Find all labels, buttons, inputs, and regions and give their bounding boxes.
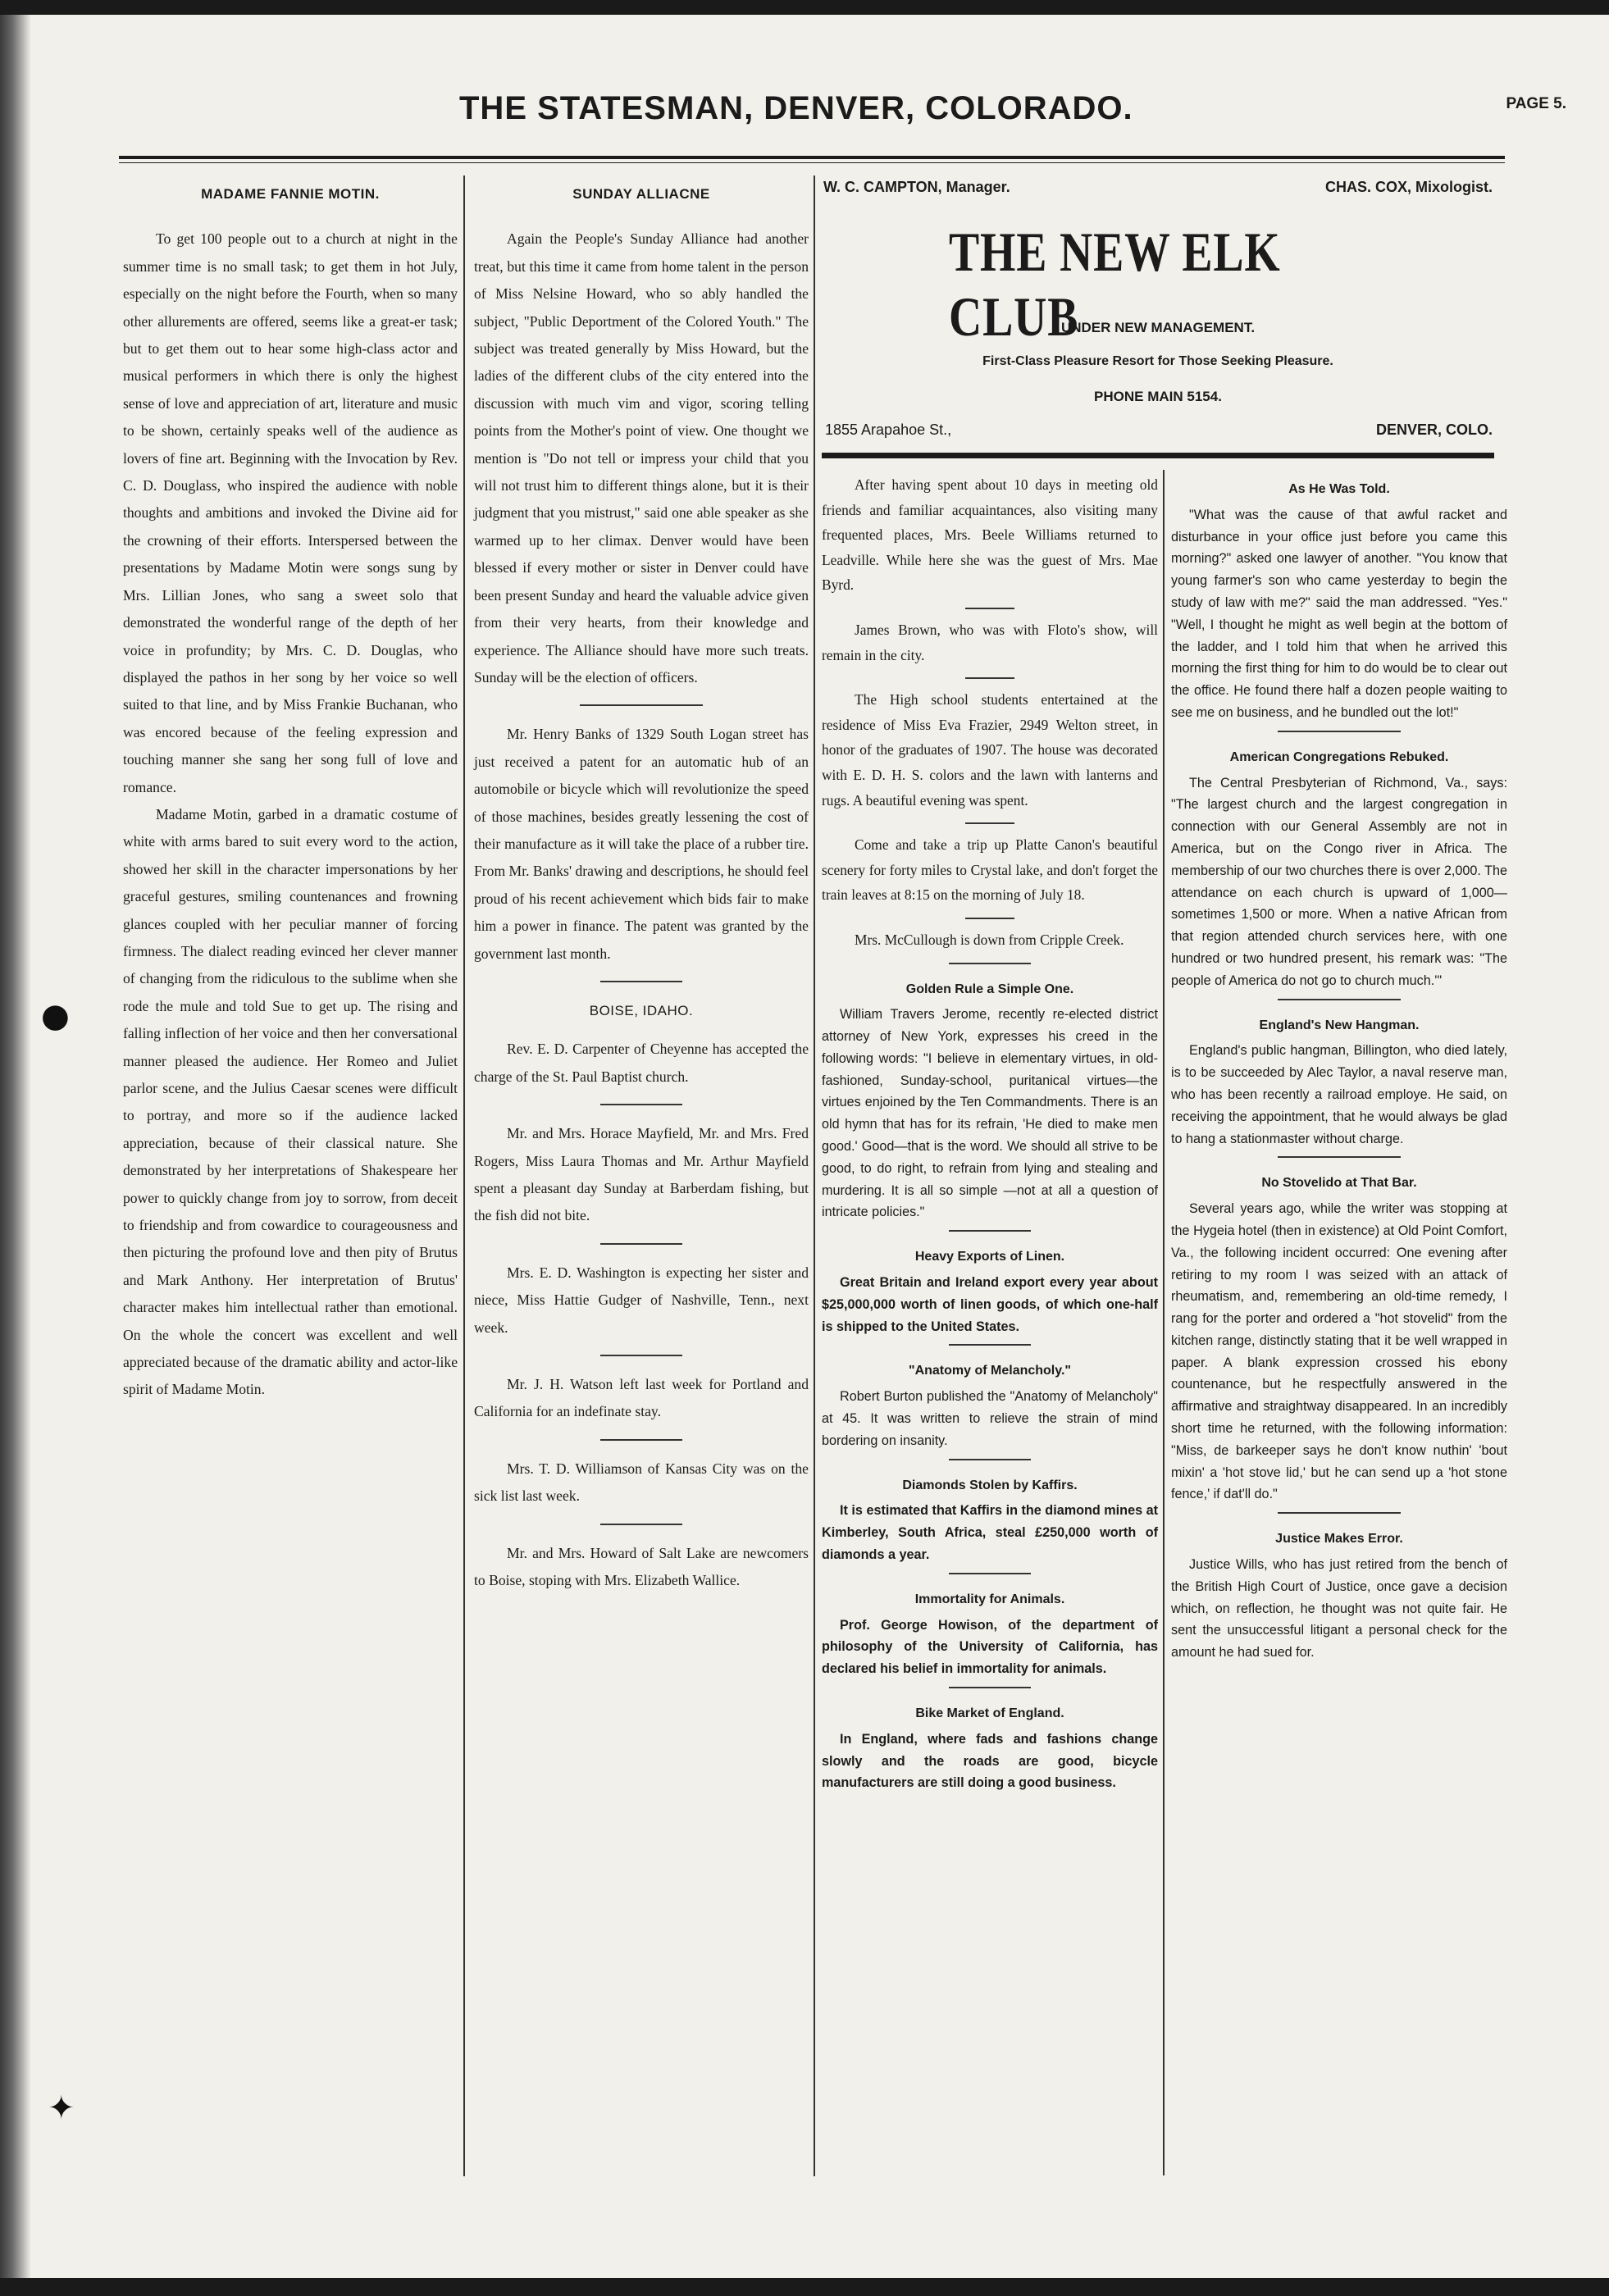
divider xyxy=(600,981,682,982)
divider xyxy=(949,1459,1031,1460)
binding-hole-mark: ● xyxy=(41,997,70,1035)
article-text: William Travers Jerome, recently re-elected district attorney of New York, expresses his creed in the following words: "I believe in elementary virtues, in old-fashioned, Sunday-school, puritanical virtues—the virtues enjoined by the Ten Commandments. There is an old hymn that has for its refrain, 'He died to make men good.' Good—that is the word. We should all strive to be good, to do right, to refrain from lying and stealing and murdering. It is all so simple —not at all a question of intricate policies." xyxy=(822,1007,1158,1220)
article-heading: England's New Hangman. xyxy=(1259,1018,1420,1032)
divider xyxy=(1278,1512,1401,1514)
news-item: Come and take a trip up Platte Canon's beautiful scenery for forty miles to Crystal lake, and don't forget the train leaves at 8:15 on the morning of July 18. xyxy=(822,836,1158,904)
column-local-news xyxy=(822,472,1158,1794)
short-articles xyxy=(822,979,1158,1795)
column-separator xyxy=(1163,470,1165,2175)
column-madame-motin xyxy=(123,180,458,1404)
news-item: Mrs. McCullough is down from Cripple Creek. xyxy=(855,931,1124,948)
news-item: After having spent about 10 days in meeting old friends and familiar acquaintances, also visiting many frequented places, Mrs. Beele Williams returned to Leadville. While here she was the guest of Mrs. Mae Byrd. xyxy=(822,476,1158,594)
divider xyxy=(949,1573,1031,1574)
column-separator xyxy=(814,175,815,2176)
article-paragraph: Again the People's Sunday Alliance had another treat, but this time it came from home talent in the person of Miss Nelsine Howard, who so ably handled the subject, "Public Deportment of the Colored Youth." The subject was treated generally by Miss Howard, but the ladies of the different clubs of the city entered into the discussion with much vim and vigor, scoring telling points from the Mother's point of view. One thought we mention is "Do not tell or impress your child that you will not trust him to different things alone, but it is their judgment that you mistrust," said one able speaker as she warmed up to her climax. Denver would have been blessed if every mother or sister in Denver could have been present Sunday and heard the valuable advice given from their very hearts, from their knowledge and experience. The Alliance should have more such treats. Sunday will be the election of officers. xyxy=(474,230,809,686)
masthead-rule xyxy=(119,156,1505,159)
article-text: In England, where fads and fashions change slowly and the roads are good, bicycle manufacturers are still doing a good business. xyxy=(822,1731,1158,1791)
article-heading: Immortality for Animals. xyxy=(914,1592,1065,1606)
advert-rule xyxy=(822,453,1494,458)
article-heading: American Congregations Rebuked. xyxy=(1229,749,1449,764)
divider xyxy=(580,704,703,706)
divider xyxy=(965,918,1014,919)
news-item: Mrs. E. D. Washington is expecting her sister and niece, Miss Hattie Gudger of Nashville, Tenn., next week. xyxy=(474,1264,809,1336)
binding-hole-mark: ✦ xyxy=(48,2089,75,2127)
article-heading: SUNDAY ALLIACNE xyxy=(572,186,710,202)
advert-manager: W. C. CAMPTON, Manager. xyxy=(823,179,1010,195)
article-heading: As He Was Told. xyxy=(1288,482,1390,496)
article-text: Justice Wills, who has just retired from the bench of the British High Court of Justice, once gave a decision which, on reflection, he thought was not quite fair. He sent the unsuccessful litigant a personal check for the amount he had sued for. xyxy=(1171,1557,1507,1660)
advert-address: 1855 Arapahoe St., xyxy=(825,421,952,438)
advert-management-line: UNDER NEW MANAGEMENT. xyxy=(1060,320,1256,335)
article-text: Prof. George Howison, of the department of philosophy of the University of California, has declared his belief in immortality for animals. xyxy=(822,1617,1158,1677)
article-text: It is estimated that Kaffirs in the diamond mines at Kimberley, South Africa, steal £250,000 worth of diamonds a year. xyxy=(822,1503,1158,1563)
newspaper-page xyxy=(0,15,1609,2278)
divider xyxy=(965,608,1014,609)
divider xyxy=(1278,731,1401,732)
article-heading: Bike Market of England. xyxy=(915,1706,1064,1721)
advert-mixologist: CHAS. COX, Mixologist. xyxy=(1324,179,1493,195)
divider xyxy=(965,677,1014,679)
article-heading: "Anatomy of Melancholy." xyxy=(908,1364,1071,1378)
article-heading: No Stovelido at That Bar. xyxy=(1261,1176,1417,1191)
article-text: Several years ago, while the writer was stopping at the Hygeia hotel (then in existence) at Old Point Comfort, Va., the following incident occurred: One evening after retiring to my room I was seized with an attack of rheumatism, and, remembering an old-time remedy, I rang for the porter and ordered a "hot stovelid" from the kitchen range, distinctly stating that it be well wrapped in paper. A blank expression crossed his ebony countenance, but he respectfully answered in the affirmative and straightway disappeared. In an incredibly short time he returned, with the following information: "Miss, de barkeeper says he don't know nuthin' 'bout mixin' a 'hot stove lid,' but he can send up a 'hot stone fence,' if dat'll do." xyxy=(1171,1201,1507,1502)
column-miscellany xyxy=(1171,479,1507,1669)
article-heading: Diamonds Stolen by Kaffirs. xyxy=(902,1478,1078,1492)
article-text: England's public hangman, Billington, who died lately, is to be succeeded by Alec Taylor, a naval reserve man, who has been recently a railroad employe. He said, on receiving the appointment, that he would always be glad to hang a stationmaster without charge. xyxy=(1171,1043,1507,1146)
article-text: The Central Presbyterian of Richmond, Va., says: "The largest church and the largest congregation in connection with our General Assembly are not in America, but on the Congo river in Africa. The membership of our two churches there is over 2,000. The attendance on each church is upward of 1,000—sometimes 1,500 or more. When a native African from that region attended church services here, with one hundred or two hundred present, his remark was: "The people of America do not go to church much.'" xyxy=(1171,775,1507,988)
column-sunday-alliance xyxy=(474,180,809,1594)
divider xyxy=(949,1344,1031,1346)
article-paragraph: Madame Motin, garbed in a dramatic costume of white with arms bared to suit every word to the action, showed her skill in the character impersonations by her graceful gestures, smiling countenances and frowning glances coupled with her peculiar manner of forcing firmness. The dialect reading evinced her clever manner of changing from the ridiculous to the sublime when she rode the mule and told Sue to get up. The rising and falling inflection of her voice and then her conversational manner pleased the audience. Her Romeo and Juliet parlor scene, and the Julius Caesar scenes were difficult to portray, and more so if the audience lacked appreciation, because of their classical nature. She demonstrated by her interpretations of Shakespeare her power to quickly change from joy to sorrow, from deceit to friendship and from cowardice to courageousness and then picturing the profound love and then pity of Brutus and Mark Anthony. Her interpretation of Brutus' character makes him intellectual rather than emotional. On the whole the concert was excellent and well appreciated because of the dramatic ability and actor-like spirit of Madame Motin. xyxy=(123,805,458,1398)
page-number: PAGE 5. xyxy=(1506,95,1566,112)
divider xyxy=(949,1687,1031,1688)
news-item: Mr. J. H. Watson left last week for Portland and California for an indefinate stay. xyxy=(474,1376,809,1420)
divider xyxy=(600,1104,682,1105)
advert-title: THE NEW ELK CLUB xyxy=(949,221,1281,348)
divider xyxy=(600,1243,682,1245)
elk-club-advert xyxy=(822,179,1511,466)
news-item: James Brown, who was with Floto's show, will remain in the city. xyxy=(822,621,1158,663)
divider xyxy=(1278,1156,1401,1158)
newspaper-title: THE STATESMAN, DENVER, COLORADO. xyxy=(459,90,1133,126)
article-text: Robert Burton published the "Anatomy of Melancholy" at 45. It was written to relieve the strain of mind bordering on insanity. xyxy=(822,1389,1158,1448)
article-heading: MADAME FANNIE MOTIN. xyxy=(201,186,380,202)
news-item: Mr. and Mrs. Horace Mayfield, Mr. and Mrs. Fred Rogers, Miss Laura Thomas and Mr. Arthur Mayfield spent a pleasant day Sunday at Barberdam fishing, but the fish did not bite. xyxy=(474,1125,809,1224)
article-paragraph: To get 100 people out to a church at night in the summer time is no small task; to get them in hot July, especially on the night before the Fourth, when so many other allurements are offered, seems like a great-er task; but to get them out to hear some high-class actor and musical performers in which there is only the highest sense of love and appreciation of art, literature and music to be shown, certainly speaks well of the audience as lovers of fine art. Beginning with the Invocation by Rev. C. D. Douglass, who inspired the audience with noble thoughts and ambitions and invoked the Divine aid for the crowning of their efforts. Interspersed between the presentations by Madame Motin were songs sung by Mrs. Lillian Jones, who sang a sweet solo that demonstrated the wonderful range of the depth of her voice in profundity; by Mrs. C. D. Douglas, who displayed the pathos in her song by her voice so well suited to that line, and by Miss Frankie Buchanan, who was encored because of the feeling expression and touching manner she sang her song full of love and romance. xyxy=(123,230,458,795)
divider xyxy=(600,1524,682,1525)
masthead xyxy=(123,90,1599,139)
news-item: Mrs. T. D. Williamson of Kansas City was on the sick list last week. xyxy=(474,1460,809,1505)
divider xyxy=(1278,999,1401,1000)
divider xyxy=(600,1439,682,1441)
article-heading: Golden Rule a Simple One. xyxy=(905,982,1074,996)
advert-phone: PHONE MAIN 5154. xyxy=(1094,389,1222,404)
news-item: Rev. E. D. Carpenter of Cheyenne has accepted the charge of the St. Paul Baptist church. xyxy=(474,1041,809,1085)
article-heading: Heavy Exports of Linen. xyxy=(914,1250,1065,1264)
divider xyxy=(949,1230,1031,1232)
article-heading: Justice Makes Error. xyxy=(1275,1532,1403,1547)
advert-tagline: First-Class Pleasure Resort for Those Seeking Pleasure. xyxy=(982,354,1333,368)
news-item: The High school students entertained at the residence of Miss Eva Frazier, 2949 Welton street, in honor of the graduates of 1907. The house was decorated with E. D. H. S. colors and the lawn with lanterns and rugs. A beautiful evening was spent. xyxy=(822,691,1158,809)
masthead-rule-thin xyxy=(119,162,1505,163)
divider xyxy=(600,1355,682,1356)
article-text: "What was the cause of that awful racket and disturbance in your office just before you came this morning?" asked one lawyer of another. "You know that young farmer's son who came yesterday to begin the study of law with me?" said the man addressed. "Yes." "Well, I thought he might as well begin at the bottom of the ladder, and I told him that when he arrived this morning the first thing for him to do would be to clear out the office. He found there half a dozen people waiting to see me on business, and he bundled out the lot!" xyxy=(1171,507,1507,720)
divider xyxy=(949,963,1031,964)
article-text: Great Britain and Ireland export every year about $25,000,000 worth of linen goods, of which one-half is shipped to the United States. xyxy=(822,1275,1158,1334)
advert-city: DENVER, COLO. xyxy=(1375,421,1493,438)
article-paragraph: Mr. Henry Banks of 1329 South Logan street has just received a patent for an automatic hub of an automobile or bicycle which will revolutionize the speed of those machines, besides greatly lessening the cost of their manufacture as it will take the place of a rubber tire. From Mr. Banks' drawing and descriptions, he should feel proud of his recent achievement which bids fair to make him a power in finance. The patent was granted by the government last month. xyxy=(474,726,809,962)
column-separator xyxy=(463,175,465,2176)
divider xyxy=(965,822,1014,824)
boise-heading: BOISE, IDAHO. xyxy=(589,1002,694,1018)
news-item: Mr. and Mrs. Howard of Salt Lake are newcomers to Boise, stoping with Mrs. Elizabeth Wallice. xyxy=(474,1544,809,1589)
